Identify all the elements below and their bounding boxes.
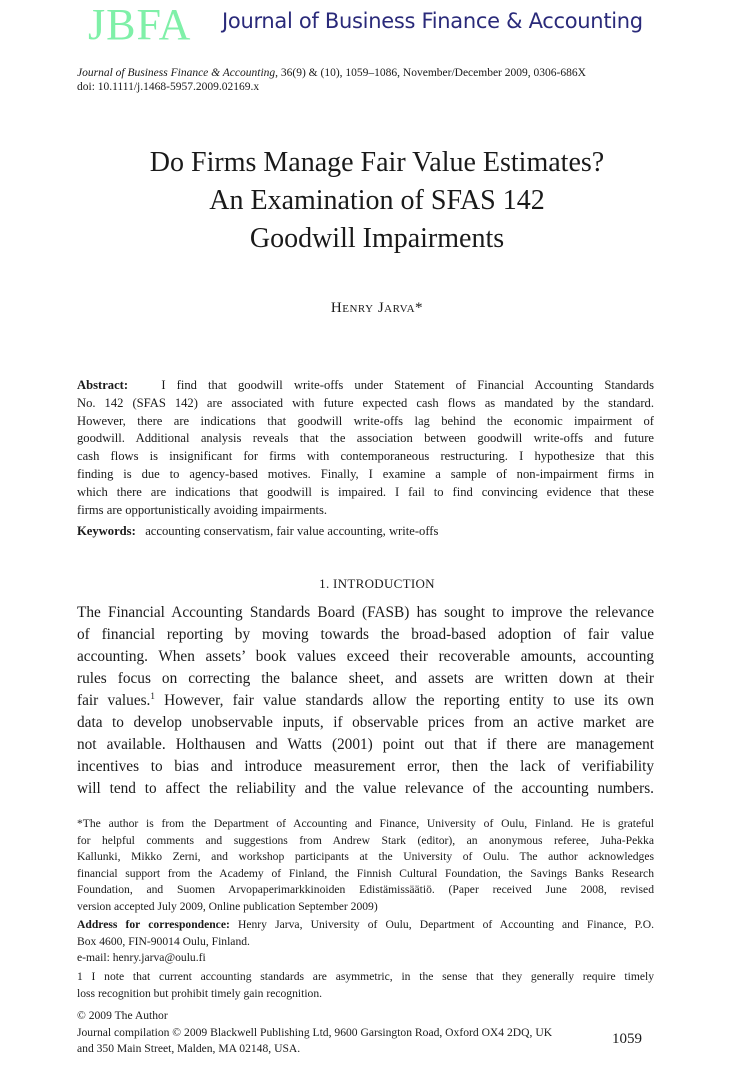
copyright (77, 1008, 654, 1058)
abstract-label: Abstract: (77, 378, 129, 392)
abstract (77, 377, 654, 519)
body-line (77, 690, 654, 712)
paper-title (0, 144, 754, 258)
footnote-line: loss recognition but prohibit timely gain recognition. (77, 986, 323, 1000)
copyright-line: Journal compilation © 2009 Blackwell Publishing Ltd, 9600 Garsington Road, Oxford OX4 2DQ, UK (77, 1025, 553, 1039)
doi: doi: 10.1111/j.1468-5957.2009.02169.x (77, 81, 260, 93)
citation-journal: Journal of Business Finance & Accounting (77, 67, 276, 79)
body-text-span: However, fair value standards allow the reporting entity to use its own (154, 692, 654, 709)
journal-logo: JBFA (88, 0, 192, 49)
keywords-text: accounting conservatism, fair value accounting, write-offs (145, 524, 439, 538)
author: Henry Jarva* (330, 300, 424, 316)
title-line: Goodwill Impairments (249, 223, 505, 254)
body-line: will tend to affect the reliability and the value relevance of the accounting numbers. (77, 780, 654, 797)
body-line: rules focus on correcting the balance sheet, and assets are written down at their (77, 670, 654, 687)
abstract-line: No. 142 (SFAS 142) are associated with future expected cash flows as mandated by the standard. (77, 395, 654, 410)
body-line: The Financial Accounting Standards Board (FASB) has sought to improve the relevance (77, 604, 654, 621)
abstract-line: I find that goodwill write-offs under Statement of Financial Accounting Standards (161, 378, 654, 392)
title-line: Do Firms Manage Fair Value Estimates? (149, 147, 605, 178)
abstract-line: firms are opportunistically avoiding impairments. (77, 502, 328, 517)
body-line: not available. Holthausen and Watts (2001) point out that if there are management (77, 736, 654, 753)
citation (77, 66, 586, 94)
section-heading: 1. INTRODUCTION (319, 576, 435, 591)
email[interactable]: e-mail: henry.jarva@oulu.fi (77, 951, 206, 965)
footnote-line: 1 I note that current accounting standards are asymmetric, in the sense that they generally require timely (77, 970, 654, 983)
correspondence-label: Address for correspondence: (77, 918, 230, 931)
abstract-line: goodwill. Additional analysis reveals that the association between goodwill write-offs and future (77, 431, 654, 446)
abstract-line: finding is due to agency-based motives. Finally, I examine a sample of non-impairment firms in (77, 466, 654, 481)
copyright-line: and 350 Main Street, Malden, MA 02148, USA. (77, 1042, 301, 1056)
abstract-line: However, there are indications that goodwill write-offs lag behind the economic impairment of (77, 413, 654, 428)
footnote-line: financial support from the Academy of Finland, the Finnish Cultural Foundation, the Savings Banks Research (77, 866, 654, 880)
citation-details: , 36(9) & (10), 1059–1086, November/December 2009, 0306-686X (275, 67, 586, 79)
correspondence (77, 917, 654, 967)
abstract-line: cash flows is insignificant for firms with contemporaneous restructuring. I hypothesize that this (77, 449, 654, 464)
footnote-line: Foundation, and Suomen Arvopaperimarkkinoiden Edistämissäätiö. (Paper received June 2008, revised (77, 883, 654, 897)
body-line: of financial reporting by moving towards the broad-based adoption of fair value (77, 626, 654, 643)
abstract-line: which there are indications that goodwill is impaired. I fail to find convincing evidence that these (77, 484, 654, 499)
body-text-span: fair values. (77, 692, 151, 709)
body-line: data to develop unobservable inputs, if observable prices from an active market are (77, 714, 654, 731)
footnote-line: for helpful comments and suggestions from Andrew Stark (editor), an anonymous referee, Juha-Pekka (77, 833, 654, 847)
footnote-ref[interactable]: 1 (150, 691, 155, 701)
copyright-line: © 2009 The Author (77, 1009, 168, 1022)
author-footnote (77, 816, 654, 916)
page-number: 1059 (612, 1031, 642, 1047)
keywords (77, 524, 654, 539)
correspondence-text: Henry Jarva, University of Oulu, Department of Accounting and Finance, P.O. (229, 918, 654, 931)
body-line: incentives to bias and introduce measurement error, then the lack of verifiability (77, 758, 654, 775)
keywords-label: Keywords: (77, 524, 136, 538)
footnote-1 (77, 969, 654, 1002)
footnote-line: *The author is from the Department of Accounting and Finance, University of Oulu, Finland. He is grateful (77, 817, 654, 830)
footnote-line: version accepted July 2009, Online publication September 2009) (77, 899, 378, 913)
correspondence-text: Box 4600, FIN-90014 Oulu, Finland. (77, 934, 250, 948)
journal-name: Journal of Business Finance & Accounting (222, 9, 643, 33)
body-text (77, 602, 654, 800)
body-line: accounting. When assets’ book values exceed their recoverable amounts, accounting (77, 648, 654, 665)
footnote-line: Kallunki, Mikko Zerni, and workshop participants at the University of Oulu. The author acknowledges (77, 850, 654, 864)
title-line: An Examination of SFAS 142 (209, 185, 545, 216)
